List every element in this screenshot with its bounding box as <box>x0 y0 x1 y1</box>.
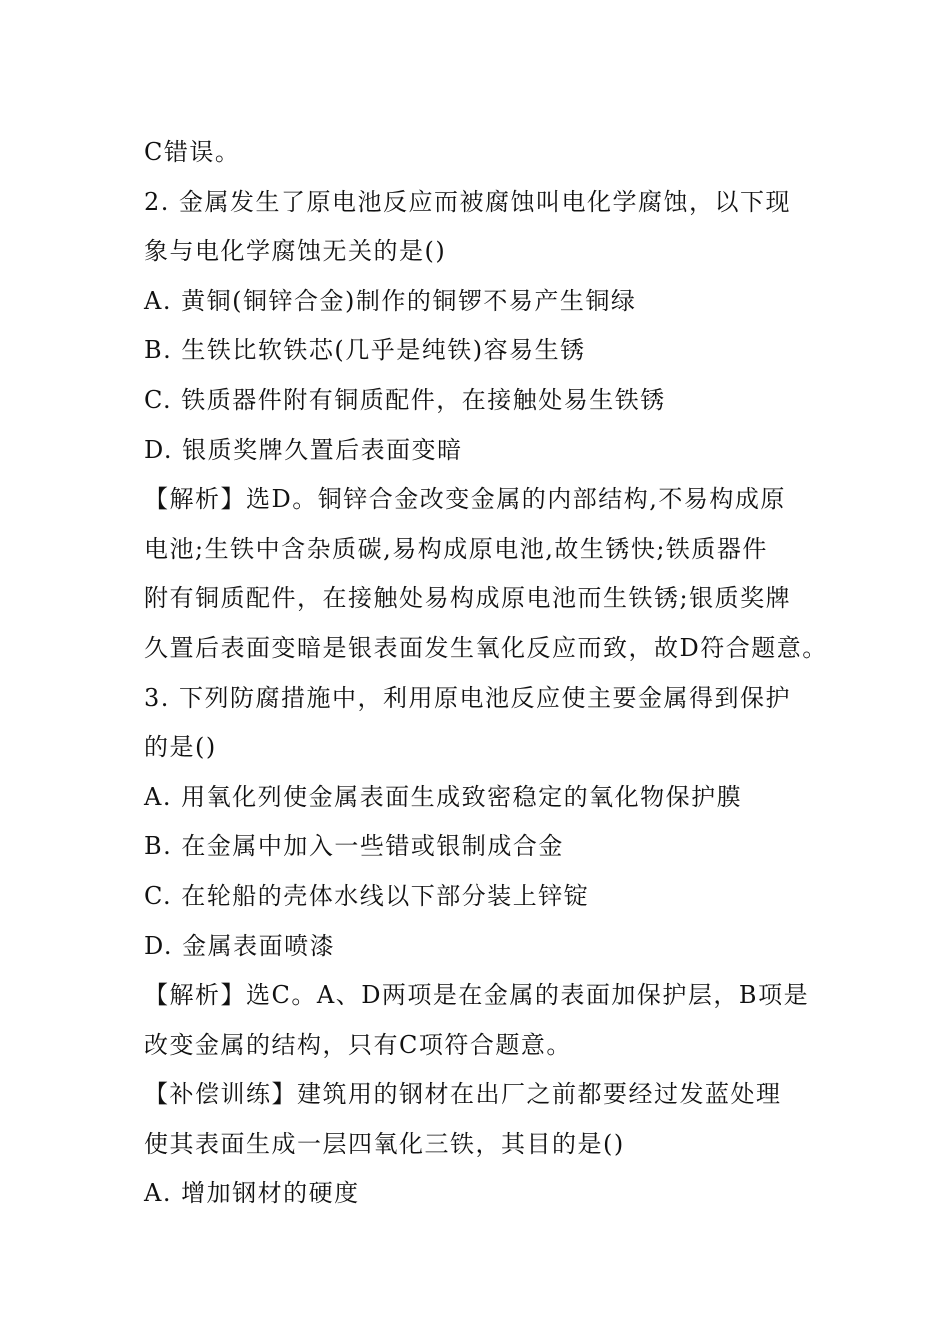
document-page <box>0 128 950 1219</box>
question-2-analysis-cont: 久置后表面变暗是银表面发生氧化反应而致，故D符合题意。 <box>144 633 828 662</box>
supplement-stem: 【补偿训练】建筑用的钢材在出厂之前都要经过发蓝处理 <box>144 1080 782 1109</box>
question-2-stem: 2. 金属发生了原电池反应而被腐蚀叫电化学腐蚀，以下现 <box>144 187 792 216</box>
question-3-analysis: 【解析】选C。A、D两项是在金属的表面加保护层，B项是 <box>144 981 810 1010</box>
supplement-stem-cont: 使其表面生成一层四氧化三铁，其目的是() <box>144 1129 625 1158</box>
question-2-stem-cont: 象与电化学腐蚀无关的是() <box>144 237 447 266</box>
question-3-stem: 3. 下列防腐措施中，利用原电池反应使主要金属得到保护 <box>144 683 792 712</box>
question-3-option-c: C. 在轮船的壳体水线以下部分装上锌锭 <box>144 881 590 910</box>
question-3-stem-cont: 的是() <box>144 733 217 762</box>
question-2-option-a: A. 黄铜(铜锌合金)制作的铜锣不易产生铜绿 <box>144 286 637 315</box>
question-2-option-c: C. 铁质器件附有铜质配件，在接触处易生铁锈 <box>144 385 666 414</box>
question-2-option-d: D. 银质奖牌久置后表面变暗 <box>144 435 463 464</box>
question-2-analysis-cont: 附有铜质配件，在接触处易构成原电池而生铁锈;银质奖牌 <box>144 584 792 613</box>
text-line-continuation: C错误。 <box>144 138 241 166</box>
supplement-option-a: A. 增加钢材的硬度 <box>144 1179 360 1208</box>
question-2-analysis: 【解析】选D。铜锌合金改变金属的内部结构,不易构成原 <box>144 485 786 514</box>
question-3-option-b: B. 在金属中加入一些错或银制成合金 <box>144 832 564 861</box>
question-2-analysis-cont: 电池;生铁中含杂质碳,易构成原电池,故生锈快;铁质器件 <box>144 534 768 563</box>
question-3-option-a: A. 用氧化列使金属表面生成致密稳定的氧化物保护膜 <box>144 782 743 811</box>
question-3-option-d: D. 金属表面喷漆 <box>144 931 336 960</box>
question-2-option-b: B. 生铁比软铁芯(几乎是纯铁)容易生锈 <box>144 336 586 365</box>
question-3-analysis-cont: 改变金属的结构，只有C项符合题意。 <box>144 1030 572 1059</box>
